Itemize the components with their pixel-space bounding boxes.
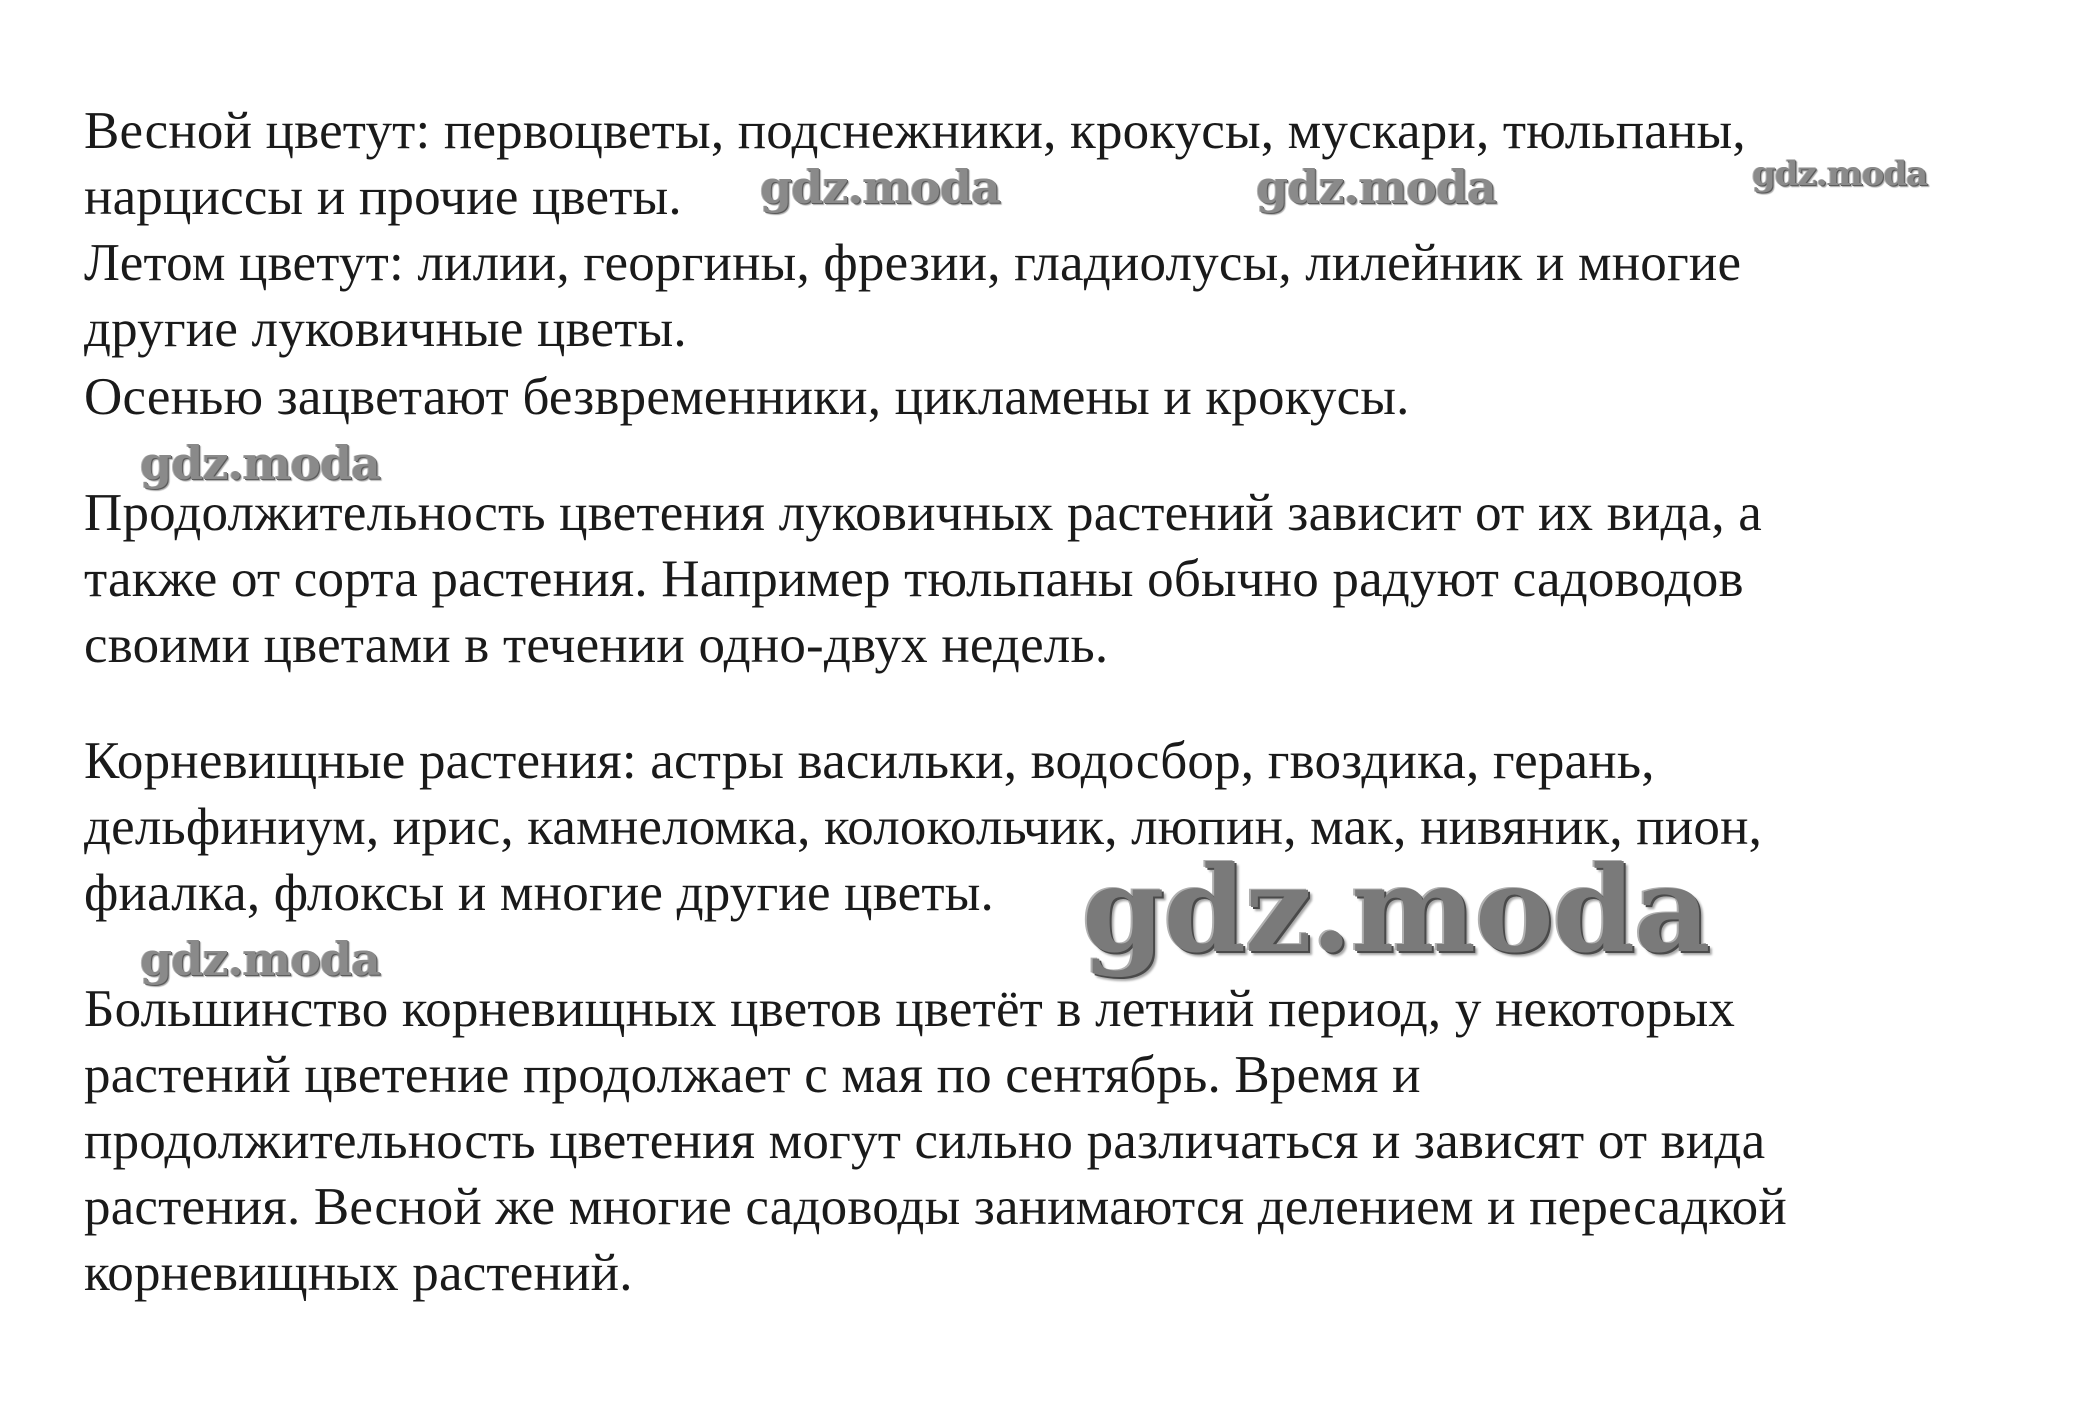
watermark-logo: gdz.moda bbox=[1082, 840, 1710, 979]
text-line: дельфиниум, ирис, камнеломка, колокольчик, люпин, мак, нивяник, пион, bbox=[84, 798, 1763, 856]
text-line: продолжительность цветения могут сильно различаться и зависят от вида bbox=[84, 1112, 1766, 1170]
text-line: также от сорта растения. Например тюльпаны обычно радуют садоводов bbox=[84, 550, 1744, 608]
text-line: Летом цветут: лилии, георгины, фрезии, гладиолусы, лилейник и многие bbox=[84, 234, 1742, 292]
text-line: нарциссы и прочие цветы. bbox=[84, 168, 682, 226]
text-line: корневищных растений. bbox=[84, 1244, 633, 1302]
text-line: Осенью зацветают безвременники, цикламены и крокусы. bbox=[84, 368, 1410, 426]
text-line: другие луковичные цветы. bbox=[84, 300, 687, 358]
text-line: Большинство корневищных цветов цветёт в летний период, у некоторых bbox=[84, 980, 1736, 1038]
watermark-logo: gdz.moda bbox=[760, 160, 1000, 214]
watermark-logo: gdz.moda bbox=[1256, 160, 1496, 214]
text-line: Продолжительность цветения луковичных растений зависит от их вида, а bbox=[84, 484, 1763, 542]
text-line: Корневищные растения: астры васильки, водосбор, гвоздика, герань, bbox=[84, 732, 1655, 790]
text-line: растения. Весной же многие садоводы занимаются делением и пересадкой bbox=[84, 1178, 1787, 1236]
text-line: фиалка, флоксы и многие другие цветы. bbox=[84, 864, 994, 922]
watermark-logo: gdz.moda bbox=[140, 932, 380, 986]
text-line: своими цветами в течении одно-двух недель. bbox=[84, 616, 1109, 674]
watermark-logo: gdz.moda bbox=[1752, 154, 1928, 194]
text-line: Весной цветут: первоцветы, подснежники, крокусы, мускари, тюльпаны, bbox=[84, 102, 1746, 160]
text-line: растений цветение продолжает с мая по сентябрь. Время и bbox=[84, 1046, 1421, 1104]
watermark-logo: gdz.moda bbox=[140, 436, 380, 490]
